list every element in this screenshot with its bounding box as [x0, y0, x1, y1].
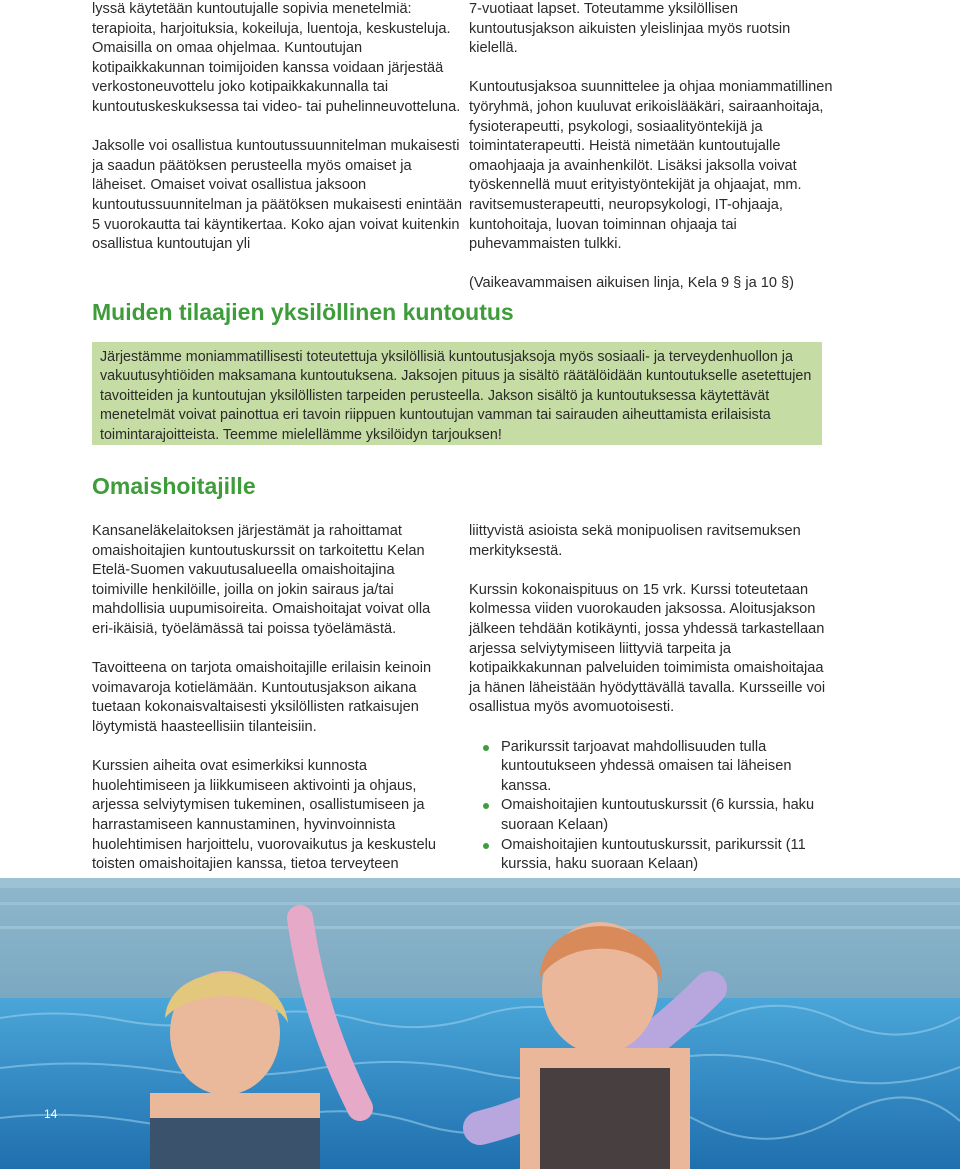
body-paragraph: 7-vuotiaat lapset. Toteutamme yksilöllisen kuntoutusjakson aikuisten yleislinjaa myös ruotsin kielellä.	[469, 1, 791, 57]
body-paragraph: Tavoitteena on tarjota omaishoitajille erilaisin keinoin voimavaroja kotielämään. Kuntoutusjakson aikana tuetaan kokonaisvaltaisesti yksilöllisten ratkaisujen löytymistä haasteellisiin tilanteisiin.	[92, 660, 432, 735]
top-left-column	[92, 0, 464, 255]
body-paragraph: Kurssin kokonaispituus on 15 vrk. Kurssi toteutetaan kolmessa viiden vuorokauden jaksossa. Aloitusjakson jälkeen tehdään kotikäynti, jossa yhdessä tarkastellaan arjessa selviytymiseen liittyviä tarpeita ja kotipaikkakunnan palveluiden toimimista omaishoitajaa ja hänen läheistään hyödyttävällä tavalla. Kursseille voi osallistua myös avomuotoisesti.	[469, 581, 826, 716]
highlight-box: Järjestämme moniammatillisesti toteutettuja yksilöllisiä kuntoutusjaksoja myös sosiaali- ja terveydenhuollon ja vakuutusyhtiöiden maksamana kuntoutuksena. Jaksojen pituus ja sisältö räätälöidään kuntoutukselle asetettujen tavoitteiden ja kuntoutujan yksilöllisten tarpeiden perusteella. Jakson sisältö ja kuntoutuksessa käytettävät menetelmät voivat painottua eri tavoin riippuen kuntoutujan vamman tai sairauden aiheuttamista erilaisista toimintarajoitteista. Teemme mielellämme yksilöidyn tarjouksen!	[92, 342, 822, 445]
omais-left-column	[92, 522, 452, 875]
bullet-icon	[483, 803, 489, 809]
pool-photo	[0, 878, 960, 1169]
list-item	[469, 738, 834, 797]
list-item-text: Omaishoitajien kuntoutuskurssit, parikurssit (11 kurssia, haku suoraan Kelaan)	[501, 836, 806, 873]
body-paragraph: liittyvistä asioista sekä monipuolisen ravitsemuksen merkityksestä.	[469, 523, 801, 559]
body-paragraph: lyssä käytetään kuntoutujalle sopivia menetelmiä: terapioita, harjoituksia, kokeiluja, luentoja, keskusteluja. Omaisilla on omaa ohjelmaa. Kuntoutujan kotipaikkakunnan toimijoiden kanssa voidaan järjestää verkostoneuvottelu joko kotipaikkakunnalla tai kuntoutuskeskuksessa tai video- tai puhelinneuvotteluna.	[92, 1, 461, 115]
omais-right-column	[469, 522, 834, 875]
list-item	[469, 796, 834, 835]
bullet-icon	[483, 745, 489, 751]
section-heading-omaishoitajille: Omaishoitajille	[92, 473, 256, 499]
list-item-text: Omaishoitajien kuntoutuskurssit (6 kurssia, haku suoraan Kelaan)	[501, 797, 815, 833]
body-paragraph: Kurssien aiheita ovat esimerkiksi kunnosta huolehtimiseen ja liikkumiseen aktivointi ja ohjaus, arjessa selviytymisen tukeminen, osallistumiseen ja harrastamiseen kannustaminen, hyvinvoinnista huolehtimisen harjoittelu, vuorovaikutus ja keskustelu toisten omaishoitajien kanssa, tietoa terveyteen	[92, 758, 436, 873]
page-number: 14	[44, 1107, 58, 1121]
body-paragraph: Kuntoutusjaksoa suunnittelee ja ohjaa moniammatillinen työryhmä, johon kuuluvat erikoislääkäri, sairaanhoitaja, fysioterapeutti, psykologi, sosiaalityöntekijä ja toimintaterapeutti. Heistä nimetään kuntoutujalle omaohjaaja ja avainhenkilöt. Lisäksi jaksolla voivat työskennellä muut erityistyöntekijät ja ohjaajat, mm. ravitsemusterapeutti, neuropsykologi, IT-ohjaaja, kuntohoitaja, luovan toiminnan ohjaaja tai puhevammaisten tulkki.	[469, 79, 833, 253]
list-item-text: Parikurssit tarjoavat mahdollisuuden tulla kuntoutukseen yhdessä omaisen tai läheisen kanssa.	[501, 738, 792, 794]
section-heading-kuntoutus: Muiden tilaajien yksilöllinen kuntoutus	[92, 299, 514, 325]
list-item	[469, 836, 834, 875]
course-list	[469, 738, 834, 875]
top-right-column	[469, 0, 839, 294]
reference-note: (Vaikeavammaisen aikuisen linja, Kela 9 § ja 10 §)	[469, 275, 795, 292]
body-paragraph: Kansaneläkelaitoksen järjestämät ja rahoittamat omaishoitajien kuntoutuskurssit on tarkoitettu Kelan Etelä-Suomen vakuutusalueella omaishoitajina toimiville henkilöille, joilla on jokin sairaus ja/tai mahdollisia uupumisoireita. Omaishoitajat voivat olla eri-ikäisiä, työelämässä tai poissa työelämästä.	[92, 523, 431, 637]
pool-photo-illustration	[0, 878, 960, 1169]
bullet-icon	[483, 843, 489, 849]
body-paragraph: Jaksolle voi osallistua kuntoutussuunnitelman mukaisesti ja saadun päätöksen perusteella myös omaiset ja läheiset. Omaiset voivat osallistua jaksoon kuntoutussuunnitelman ja päätöksen mukaisesti enintään 5 vuorokautta tai käyntikertaa. Koko ajan voivat kuitenkin osallistua kuntoutujan yli	[92, 138, 462, 253]
